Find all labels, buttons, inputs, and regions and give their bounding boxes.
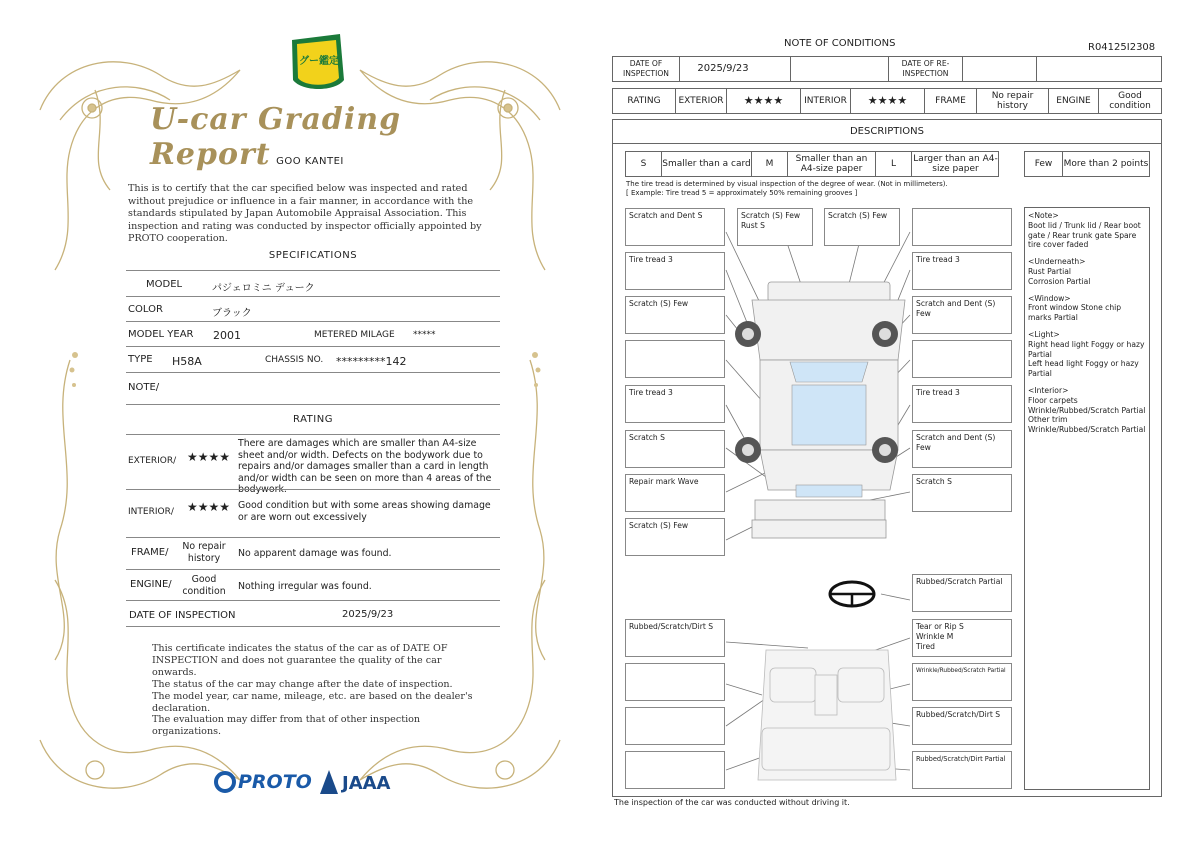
divider: [126, 372, 500, 373]
exterior-label: EXTERIOR/: [128, 456, 177, 466]
engine-label: ENGINE/: [130, 579, 172, 590]
damage-box: Tire tread 3: [912, 252, 1012, 290]
note-line: Wrinkle/Rubbed/Scratch Partial: [1028, 425, 1146, 435]
damage-box: [912, 619, 1012, 657]
damage-box: [737, 208, 813, 246]
damage-box: [912, 340, 1012, 378]
divider: [126, 537, 500, 538]
color-label: COLOR: [128, 304, 163, 315]
legend-text: Smaller than a card: [662, 159, 751, 169]
exterior-stars: ★★★★: [187, 450, 231, 464]
jaaa-logo: JAAA: [342, 773, 391, 794]
tire-note: The tire tread is determined by visual inspection of the degree of wear. (Not in millimeters).: [626, 180, 948, 188]
interior-label: INTERIOR: [804, 96, 847, 106]
note-line: Boot lid / Trunk lid / Rear boot gate / Rear trunk gate Spare tire cover faded: [1028, 220, 1141, 250]
chassis-label: CHASSIS NO.: [265, 355, 324, 365]
note-line: Wrinkle/Rubbed/Scratch Partial: [1028, 405, 1146, 415]
legend-key: L: [890, 159, 896, 169]
model-value: パジェロミニ デューク: [212, 283, 315, 294]
divider: [126, 434, 500, 435]
divider: [126, 404, 500, 405]
inspection-footer: The inspection of the car was conducted without driving it.: [614, 798, 850, 807]
damage-box: Rubbed/Scratch/Dirt Partial: [912, 751, 1012, 789]
footer-line: This certificate indicates the status of the car as of DATE OF INSPECTION and does not guarantee the quality of the car onwards.: [152, 643, 448, 678]
engine-value: Good condition: [182, 574, 226, 597]
damage-box: [625, 340, 725, 378]
damage-box: Repair mark Wave: [625, 474, 725, 512]
exterior-label: EXTERIOR: [678, 96, 724, 106]
divider: [126, 600, 500, 601]
damage-box: [625, 751, 725, 789]
damage-box: Scratch S: [912, 474, 1012, 512]
notes-panel: [1024, 207, 1150, 790]
interior-stars: ★★★★: [187, 500, 231, 514]
color-value: ブラック: [212, 308, 252, 319]
note-line: <Light>: [1028, 329, 1060, 339]
descriptions-header: DESCRIPTIONS: [849, 125, 925, 137]
badge-text: グー鑑定: [299, 56, 339, 67]
legend-text: Larger than an A4-size paper: [913, 154, 998, 174]
engine-value: Good condition: [1109, 91, 1151, 111]
damage-box: Tire tread 3: [625, 385, 725, 423]
mileage-label: METERED MILAGE: [314, 330, 395, 340]
chassis-value: *********142: [336, 355, 407, 368]
interior-description: Good condition but with some areas showing damage or are worn out excessively: [238, 500, 491, 523]
rating-label: RATING: [627, 96, 661, 106]
damage-text: Scratch (S) Few: [741, 211, 801, 220]
date-inspection-value: 2025/9/23: [697, 63, 749, 74]
damage-box: Scratch (S) Few: [625, 296, 725, 334]
divider: [126, 626, 500, 627]
damage-box: Wrinkle/Rubbed/Scratch Partial: [912, 663, 1012, 701]
date-inspection-label: DATE OF INSPECTION: [623, 59, 669, 78]
report-title: U-car Grading Report: [150, 102, 402, 172]
note-line: Right head light Foggy or hazy Partial: [1028, 339, 1145, 359]
divider: [126, 489, 500, 490]
damage-box: Scratch and Dent S: [625, 208, 725, 246]
divider: [126, 346, 500, 347]
damage-box: Tire tread 3: [625, 252, 725, 290]
model-year-label: MODEL YEAR: [128, 329, 194, 340]
engine-label: ENGINE: [1056, 96, 1091, 106]
damage-box: Scratch (S) Few: [824, 208, 900, 246]
frame-label: FRAME/: [131, 547, 169, 558]
date-of-inspection-value: 2025/9/23: [342, 609, 394, 620]
engine-description: Nothing irregular was found.: [238, 581, 372, 592]
note-line: Rust Partial: [1028, 266, 1071, 276]
damage-text: Rust S: [741, 221, 765, 230]
note-line: Other trim: [1028, 415, 1068, 425]
damage-box: Rubbed/Scratch Partial: [912, 574, 1012, 612]
legend-text: Smaller than an A4-size paper: [795, 154, 868, 174]
note-line: Corrosion Partial: [1028, 276, 1091, 286]
divider: [126, 569, 500, 570]
footer-line: The evaluation may differ from that of other inspection organizations.: [152, 714, 421, 738]
interior-stars: ★★★★: [867, 94, 908, 107]
report-id: R04125I2308: [1088, 42, 1156, 53]
report-subtitle: GOO KANTEI: [276, 156, 344, 167]
note-line: Left head light Foggy or hazy Partial: [1028, 359, 1139, 379]
note-line: <Window>: [1028, 293, 1071, 303]
divider: [126, 321, 500, 322]
note-label: NOTE/: [128, 382, 160, 393]
divider: [126, 270, 500, 271]
type-value: H58A: [172, 355, 202, 368]
damage-text: Tear or Rip S: [916, 622, 964, 631]
footer-line: The status of the car may change after the date of inspection.: [152, 678, 453, 690]
note-of-conditions: [600, 0, 1200, 848]
type-label: TYPE: [128, 354, 153, 365]
conditions-header: NOTE OF CONDITIONS: [784, 38, 896, 49]
mileage-value: *****: [413, 330, 436, 340]
jaaa-logo-icon: [320, 770, 338, 794]
steering-wheel-icon: [830, 582, 874, 606]
legend-key: Few: [1034, 159, 1053, 169]
proto-logo-icon: [214, 771, 236, 793]
tire-example: [ Example: Tire tread 5 = approximately 50% remaining grooves ]: [626, 189, 858, 197]
interior-label: INTERIOR/: [128, 507, 174, 517]
note-line: <Interior>: [1028, 385, 1069, 395]
damage-box: [625, 663, 725, 701]
note-line: Floor carpets: [1028, 395, 1078, 405]
exterior-description: There are damages which are smaller than A4-size sheet and/or width. Defects on the bodywork due to repairs and/or damages smaller than a card in length and/or width can be seen on more than 4 areas of the bodywork.: [238, 438, 492, 495]
note-line: Front window Stone chip marks Partial: [1028, 303, 1122, 323]
legend-key: M: [765, 159, 774, 169]
divider: [126, 296, 500, 297]
damage-text: Tired: [916, 642, 935, 651]
damage-text: Wrinkle M: [916, 632, 954, 641]
exterior-stars: ★★★★: [743, 94, 784, 107]
date-of-inspection-label: DATE OF INSPECTION: [129, 610, 236, 621]
frame-label: FRAME: [935, 96, 966, 106]
legend-key: S: [640, 159, 647, 169]
note-line: <Underneath>: [1028, 257, 1086, 267]
damage-box: Rubbed/Scratch/Dirt S: [625, 619, 725, 657]
damage-box: Tire tread 3: [912, 385, 1012, 423]
rating-header: RATING: [293, 414, 333, 425]
damage-box: [625, 707, 725, 745]
proto-logo: PROTO: [238, 771, 312, 793]
frame-value: No repair history: [991, 91, 1034, 111]
certification-text: This is to certify that the car specified below was inspected and rated without prejudice or influence in a fair manner, in accordance with the standards stipulated by Japan Automobile Appraisal Association. This inspection and rating was conducted by inspector officially appointed by PROTO cooperation.: [128, 183, 482, 245]
frame-description: No apparent damage was found.: [238, 548, 392, 559]
reinspection-label: DATE OF RE-INSPECTION: [901, 59, 950, 78]
damage-box: Scratch S: [625, 430, 725, 468]
damage-box: Rubbed/Scratch/Dirt S: [912, 707, 1012, 745]
model-label: MODEL: [146, 279, 183, 290]
specifications-header: SPECIFICATIONS: [268, 250, 358, 261]
damage-box: Scratch (S) Few: [625, 518, 725, 556]
frame-value: No repair history: [182, 541, 226, 564]
damage-box: Scratch and Dent (S) Few: [912, 430, 1012, 468]
damage-box: Scratch and Dent (S) Few: [912, 296, 1012, 334]
footer-line: The model year, car name, mileage, etc. are based on the dealer's declaration.: [152, 690, 473, 714]
damage-box: [912, 208, 1012, 246]
model-year-value: 2001: [213, 329, 241, 342]
certificate-footer: [152, 643, 482, 738]
legend-text: More than 2 points: [1063, 159, 1149, 169]
note-line: <Note>: [1028, 211, 1059, 220]
